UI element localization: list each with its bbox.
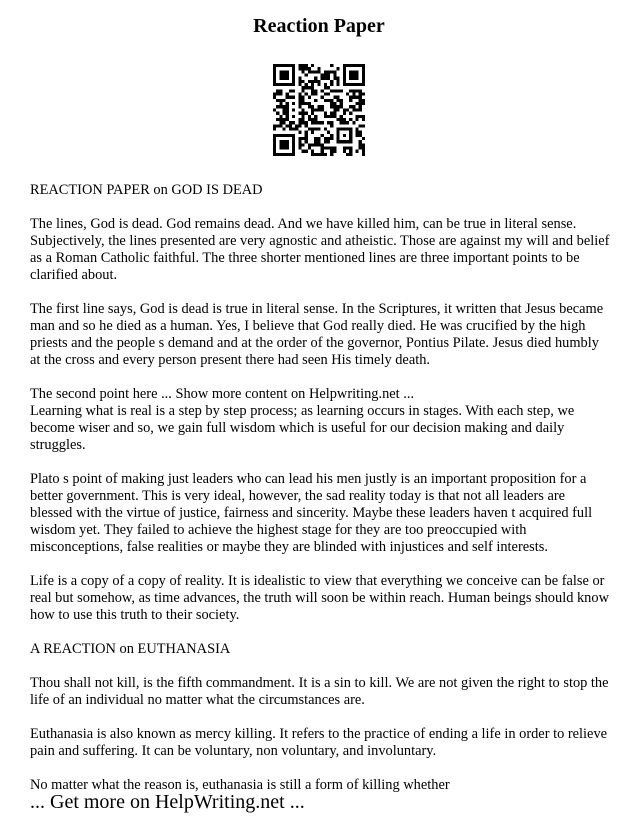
paragraph: Thou shall not kill, is the fifth commandment. It is a sin to kill. We are not given the right to stop the life of an individual no matter what the circumstances are. bbox=[30, 675, 609, 708]
show-more-line[interactable]: The second point here ... Show more content on Helpwriting.net ... bbox=[30, 386, 415, 402]
qr-code-icon[interactable] bbox=[273, 64, 365, 156]
paragraph: Learning what is real is a step by step process; as learning occurs in stages. With each step, we become wiser and so, we gain full wisdom which is useful for our decision making and daily struggles. bbox=[30, 403, 575, 453]
paragraph: The lines, God is dead. God remains dead. And we have killed him, can be true in literal sense. Subjectively, the lines presented are very agnostic and atheistic. Those are against my will and belief as a Roman Catholic faithful. The three shorter mentioned lines are three important points to be clarified about. bbox=[30, 216, 610, 283]
paragraph: Plato s point of making just leaders who can lead his men justly is an important proposition for a better government. This is very ideal, however, the sad reality today is that not all leaders are blessed with the virtue of justice, fairness and sincerity. Maybe these leaders haven t acquired full wisdom yet. They failed to achieve the highest stage for they are too preoccupied with misconceptions, false realities or maybe they are blinded with injustices and self interests. bbox=[30, 471, 593, 555]
get-more-link[interactable]: ... Get more on HelpWriting.net ... bbox=[30, 791, 305, 813]
paragraph: The first line says, God is dead is true in literal sense. In the Scriptures, it written that Jesus became man and so he died as a human. Yes, I believe that God really died. He was crucified by the high priests and the people s demand and at the order of the governor, Pontius Pilate. Jesus died humbly at the cross and every person present there had seen His timely death. bbox=[30, 301, 604, 368]
document-body bbox=[30, 182, 610, 811]
page-title: Reaction Paper bbox=[253, 15, 385, 37]
paragraph: No matter what the reason is, euthanasia is still a form of killing whether bbox=[30, 777, 450, 793]
paragraph: Euthanasia is also known as mercy killing. It refers to the practice of ending a life in order to relieve pain and suffering. It can be voluntary, non voluntary, and involuntary. bbox=[30, 726, 608, 759]
paragraph: Life is a copy of a copy of reality. It is idealistic to view that everything we conceive can be false or real but somehow, as time advances, the truth will soon be within reach. Human beings should know how to use this truth to their society. bbox=[30, 573, 609, 623]
section-heading: A REACTION on EUTHANASIA bbox=[30, 641, 231, 657]
section-heading: REACTION PAPER on GOD IS DEAD bbox=[30, 182, 263, 198]
